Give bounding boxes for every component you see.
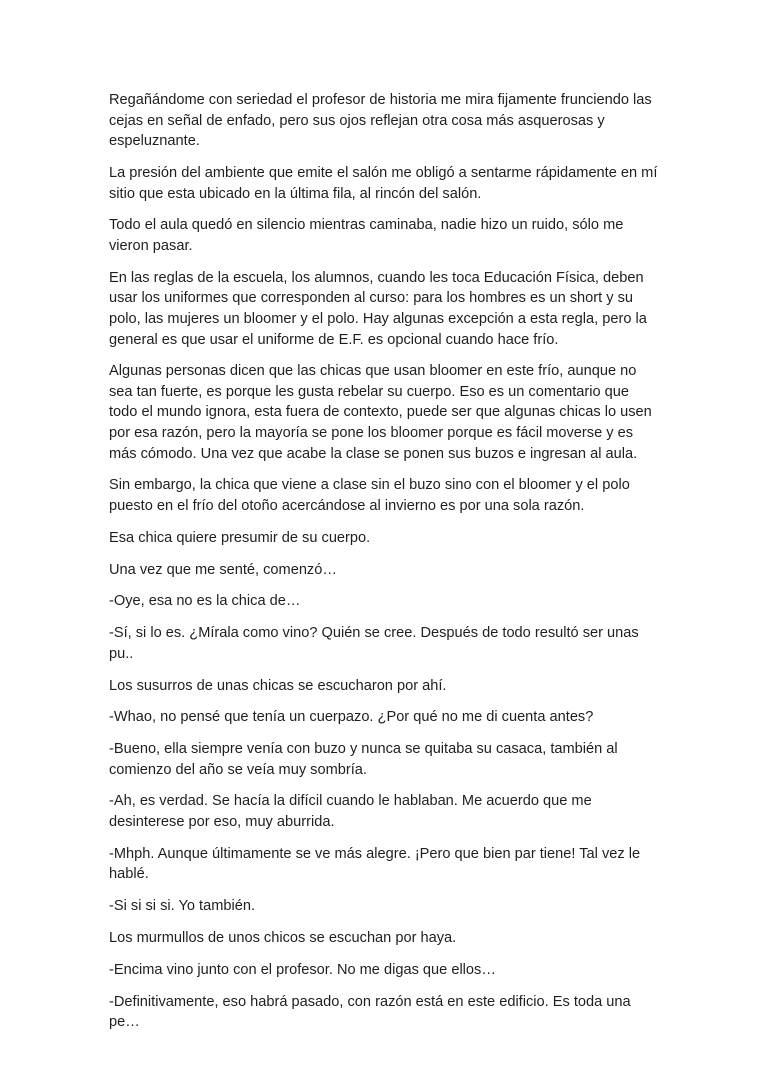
- paragraph: Algunas personas dicen que las chicas que usan bloomer en este frío, aunque no sea tan fuerte, es porque les gusta rebelar su cuerpo. Eso es un comentario que todo el mundo ignora, esta fuera de contexto, puede ser que algunas chicas lo usen por esa razón, pero la mayoría se pone los bloomer porque es fácil moverse y es más cómodo. Una vez que acabe la clase se ponen sus buzos e ingresan al aula.: [109, 363, 652, 462]
- paragraph: Esa chica quiere presumir de su cuerpo.: [109, 529, 371, 546]
- paragraph: Los susurros de unas chicas se escucharon por ahí.: [109, 677, 447, 694]
- paragraph: Regañándome con seriedad el profesor de historia me mira fijamente frunciendo las cejas en señal de enfado, pero sus ojos reflejan otra cosa más asquerosas y espeluznante.: [109, 92, 652, 150]
- body-text: [109, 90, 659, 1044]
- dialogue-line: -Si si si si. Yo también.: [109, 898, 256, 915]
- dialogue-line: -Oye, esa no es la chica de…: [109, 593, 301, 610]
- paragraph: La presión del ambiente que emite el salón me obligó a sentarme rápidamente en mí sitio que esta ubicado en la última fila, al rincón del salón.: [109, 164, 658, 202]
- dialogue-line: -Bueno, ella siempre venía con buzo y nunca se quitaba su casaca, también al comienzo del año se veía muy sombría.: [109, 741, 618, 778]
- dialogue-line: -Mhph. Aunque últimamente se ve más alegre. ¡Pero que bien par tiene! Tal vez le hablé.: [109, 845, 641, 883]
- dialogue-line: -Definitivamente, eso habrá pasado, con razón está en este edificio. Es toda una pe…: [109, 993, 631, 1031]
- dialogue-line: -Sí, si lo es. ¿Mírala como vino? Quién se cree. Después de todo resultó ser unas pu..: [109, 625, 639, 662]
- dialogue-line: -Whao, no pensé que tenía un cuerpazo. ¿Por qué no me di cuenta antes?: [109, 709, 594, 726]
- paragraph: Una vez que me senté, comenzó…: [109, 561, 337, 578]
- paragraph: En las reglas de la escuela, los alumnos, cuando les toca Educación Física, deben usar los uniformes que corresponden al curso: para los hombres es un short y su polo, las mujeres un bloomer y el polo. Hay algunas excepción a esta regla, pero la general es que usar el uniforme de E.F. es opcional cuando hace frío.: [109, 269, 647, 348]
- paragraph: Sin embargo, la chica que viene a clase sin el buzo sino con el bloomer y el polo puesto en el frío del otoño acercándose al invierno es por una sola razón.: [109, 477, 630, 515]
- dialogue-line: -Encima vino junto con el profesor. No me digas que ellos…: [109, 961, 496, 978]
- dialogue-line: -Ah, es verdad. Se hacía la difícil cuando le hablaban. Me acuerdo que me desinterese por eso, muy aburrida.: [109, 793, 592, 831]
- paragraph: Los murmullos de unos chicos se escuchan por haya.: [109, 930, 457, 946]
- paragraph: Todo el aula quedó en silencio mientras caminaba, nadie hizo un ruido, sólo me vieron pasar.: [109, 217, 624, 254]
